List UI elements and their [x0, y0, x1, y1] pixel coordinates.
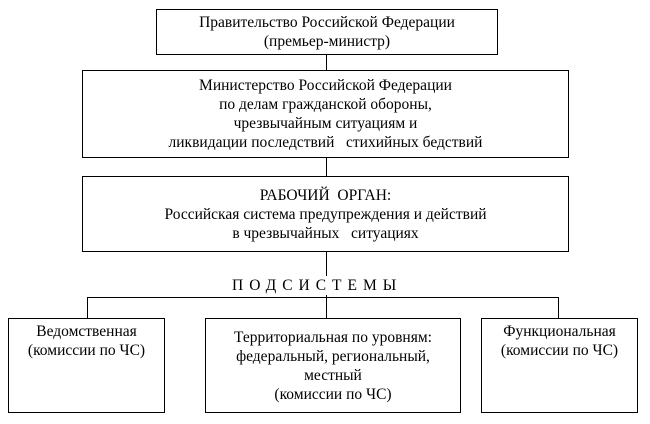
government-title: Правительство Российской Федерации [199, 14, 455, 31]
territorial-title: Территориальная по уровням: [234, 328, 432, 346]
territorial-levels: федеральный, региональный, [236, 347, 430, 365]
functional-subsystem-box [481, 318, 638, 413]
ministry-line-2: по делам гражданской обороны, [219, 96, 432, 113]
territorial-note: (комиссии по ЧС) [274, 385, 392, 403]
ministry-line-1: Министерство Российской Федерации [199, 77, 452, 94]
government-subtitle: (премьер-министр) [263, 33, 391, 50]
connector-horizontal-bus [87, 297, 559, 298]
territorial-subsystem-box [205, 318, 461, 413]
ministry-box [82, 70, 569, 158]
connector-government-ministry [326, 54, 327, 70]
connector-to-territorial [326, 297, 327, 318]
functional-note: (комиссии по ЧС) [500, 342, 619, 359]
connector-ministry-working-body [326, 157, 327, 176]
working-body-title: РАБОЧИЙ ОРГАН: [259, 186, 392, 204]
ministry-line-3: чрезвычайным ситуациям и [233, 115, 418, 132]
government-box [156, 9, 498, 55]
territorial-local: местный [304, 366, 362, 384]
departmental-subsystem-box [8, 318, 165, 413]
connector-to-functional [558, 297, 559, 318]
working-body-box [82, 176, 569, 252]
ministry-line-4: ликвидации последствий стихийных бедствий [168, 134, 483, 151]
departmental-title: Ведомственная [36, 323, 137, 340]
departmental-note: (комиссии по ЧС) [27, 342, 146, 359]
connector-to-departmental [87, 297, 88, 318]
working-body-line-3: в чрезвычайных ситуациях [232, 224, 419, 242]
working-body-line-2: Российская система предупреждения и действий [164, 205, 487, 223]
functional-title: Функциональная [503, 323, 616, 340]
subsystems-label: ПОДСИСТЕМЫ [232, 277, 403, 294]
